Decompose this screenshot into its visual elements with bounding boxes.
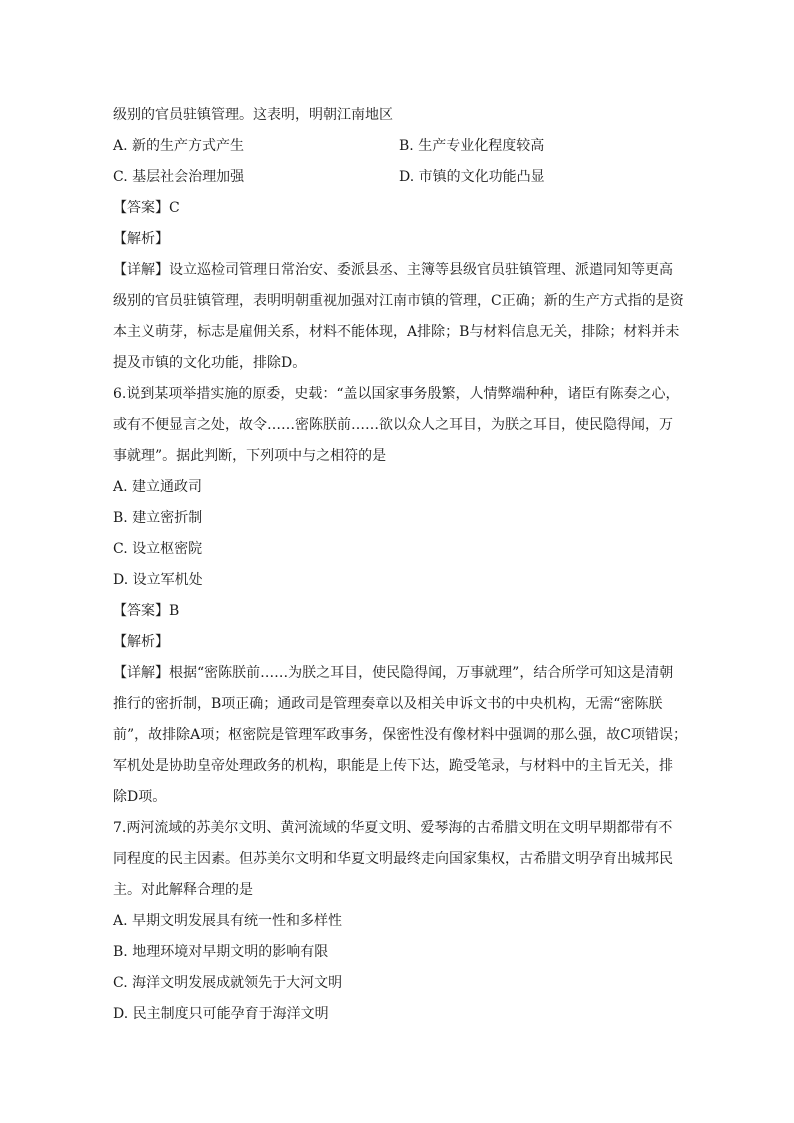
document-page xyxy=(113,100,685,1030)
q5-option-a: A. 新的生产方式产生 xyxy=(113,138,245,154)
q7-stem-line: 7.两河流域的苏美尔文明、黄河流域的华夏文明、爱琴海的古希腊文明在文明早期都带有不 xyxy=(113,820,673,836)
q6-option-d: D. 设立军机处 xyxy=(113,572,203,588)
q5-options-row-1 xyxy=(113,131,685,162)
q6-option-c: C. 设立枢密院 xyxy=(113,541,203,557)
q6-detail-line: 军机处是协助皇帝处理政务的机构，职能是上传下达，跪受笔录，与材料中的主旨无关，排 xyxy=(113,758,673,774)
q5-detail-line: 提及市镇的文化功能，排除D。 xyxy=(113,355,307,371)
q5-answer: 【答案】C xyxy=(113,200,180,216)
q6-detail-line: 除D项。 xyxy=(113,789,167,805)
q7-option-c: C. 海洋文明发展成就领先于大河文明 xyxy=(113,975,343,991)
q5-detail-line: 级别的官员驻镇管理，表明明朝重视加强对江南市镇的管理，C正确；新的生产方式指的是资 xyxy=(113,293,684,309)
q5-option-b: B. 生产专业化程度较高 xyxy=(399,138,545,154)
q6-analysis-label: 【解析】 xyxy=(113,634,169,650)
q5-options-row-2 xyxy=(113,162,685,193)
q7-stem-line: 主。对此解释合理的是 xyxy=(113,882,253,898)
q6-stem-line: 6.说到某项举措实施的原委，史载：“盖以国家事务殷繁，人情弊端种种，诸臣有陈奏之心， xyxy=(113,386,680,402)
q7-option-d: D. 民主制度只可能孕育于海洋文明 xyxy=(113,1006,329,1022)
q6-stem xyxy=(113,379,685,472)
q6-answer: 【答案】B xyxy=(113,603,180,619)
q5-detail-line: 本主义萌芽，标志是雇佣关系，材料不能体现，A排除；B与材料信息无关，排除；材料并未 xyxy=(113,324,680,340)
q6-stem-line: 事就理”。据此判断，下列项中与之相符的是 xyxy=(113,448,387,464)
q5-detail xyxy=(113,255,685,379)
q7-stem xyxy=(113,813,685,906)
q5-detail-line: 【详解】设立巡检司管理日常治安、委派县丞、主簿等县级官员驻镇管理、派遣同知等更高 xyxy=(113,262,673,278)
q5-option-c: C. 基层社会治理加强 xyxy=(113,169,245,185)
q6-option-b: B. 建立密折制 xyxy=(113,510,203,526)
q6-detail-line: 【详解】根据“密陈朕前……为朕之耳目，使民隐得闻，万事就理”，结合所学可知这是清朝 xyxy=(113,665,674,681)
q7-stem-line: 同程度的民主因素。但苏美尔文明和华夏文明最终走向国家集权，古希腊文明孕育出城邦民 xyxy=(113,851,673,867)
q6-option-a: A. 建立通政司 xyxy=(113,479,203,495)
q6-stem-line: 或有不便显言之处，故令……密陈朕前……欲以众人之耳目，为朕之耳目，使民隐得闻，万 xyxy=(113,417,673,433)
q6-detail-line: 前”，故排除A项；枢密院是管理军政事务，保密性没有像材料中强调的那么强，故C项错误； xyxy=(113,727,687,743)
q6-detail xyxy=(113,658,685,813)
q7-option-b: B. 地理环境对早期文明的影响有限 xyxy=(113,944,329,960)
q6-detail-line: 推行的密折制，B项正确；通政司是管理奏章以及相关申诉文书的中央机构，无需“密陈朕 xyxy=(113,696,663,712)
q7-option-a: A. 早期文明发展具有统一性和多样性 xyxy=(113,913,343,929)
q5-stem-tail: 级别的官员驻镇管理。这表明，明朝江南地区 xyxy=(113,107,393,123)
q5-analysis-label: 【解析】 xyxy=(113,231,169,247)
q5-option-d: D. 市镇的文化功能凸显 xyxy=(399,169,545,185)
